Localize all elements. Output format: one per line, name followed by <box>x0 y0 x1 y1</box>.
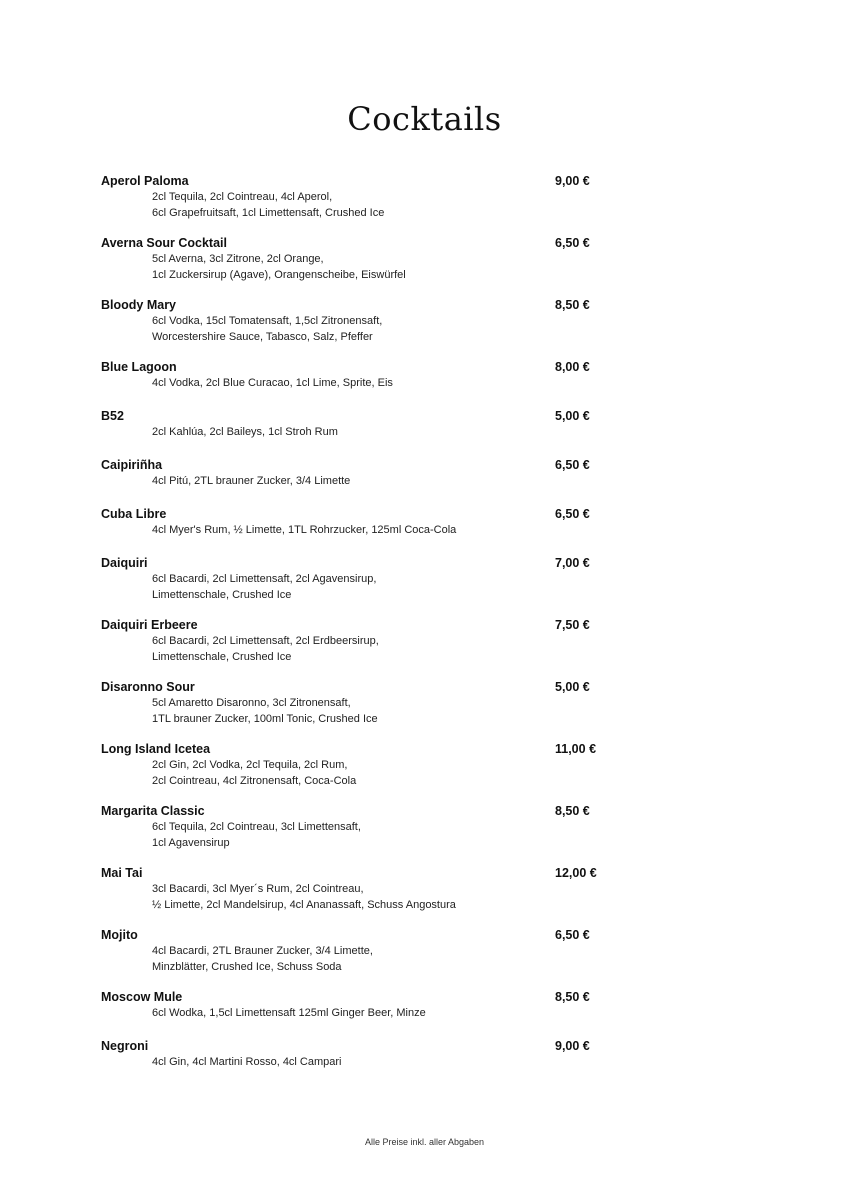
item-price: 11,00 € <box>555 742 597 756</box>
menu-item <box>101 927 621 989</box>
item-price: 5,00 € <box>555 409 590 423</box>
item-price: 8,50 € <box>555 804 590 818</box>
menu-item <box>101 173 621 235</box>
menu-item <box>101 359 621 408</box>
item-price: 6,50 € <box>555 928 590 942</box>
item-name: Daiquiri Erbeere <box>101 618 198 632</box>
item-ingredients <box>152 757 621 789</box>
item-price: 7,50 € <box>555 618 590 632</box>
ingredient-line: 2cl Cointreau, 4cl Zitronensaft, Coca-Cola <box>152 775 357 787</box>
item-price: 12,00 € <box>555 866 597 880</box>
ingredient-line: 4cl Vodka, 2cl Blue Curacao, 1cl Lime, Sprite, Eis <box>152 377 393 389</box>
item-ingredients <box>152 943 621 975</box>
item-name: Blue Lagoon <box>101 360 177 374</box>
item-ingredients <box>152 1054 621 1070</box>
item-name: Moscow Mule <box>101 990 183 1004</box>
item-name: Mai Tai <box>101 866 143 880</box>
menu-item <box>101 741 621 803</box>
item-name: Long Island Icetea <box>101 742 211 756</box>
item-name: Averna Sour Cocktail <box>101 236 227 250</box>
item-name: Negroni <box>101 1039 149 1053</box>
item-ingredients <box>152 189 621 221</box>
menu-item <box>101 989 621 1038</box>
item-ingredients <box>152 424 621 440</box>
menu-item <box>101 297 621 359</box>
item-ingredients <box>152 695 621 727</box>
item-ingredients <box>152 251 621 283</box>
item-ingredients <box>152 819 621 851</box>
item-price: 5,00 € <box>555 680 590 694</box>
item-name: Aperol Paloma <box>101 174 189 188</box>
price-footnote: Alle Preise inkl. aller Abgaben <box>364 1137 485 1147</box>
ingredient-line: 4cl Myer's Rum, ½ Limette, 1TL Rohrzucker, 125ml Coca-Cola <box>152 524 457 536</box>
item-ingredients <box>152 313 621 345</box>
item-ingredients <box>152 375 621 391</box>
menu-item <box>101 408 621 457</box>
ingredient-line: 6cl Bacardi, 2cl Limettensaft, 2cl Erdbeersirup, <box>152 635 379 647</box>
menu-item <box>101 506 621 555</box>
ingredient-line: 2cl Gin, 2cl Vodka, 2cl Tequila, 2cl Rum, <box>152 759 348 771</box>
ingredient-line: Limettenschale, Crushed Ice <box>152 651 292 663</box>
menu-item <box>101 865 621 927</box>
item-ingredients <box>152 522 621 538</box>
menu-item <box>101 1038 621 1087</box>
item-price: 8,50 € <box>555 298 590 312</box>
ingredient-line: Limettenschale, Crushed Ice <box>152 589 292 601</box>
item-ingredients <box>152 571 621 603</box>
item-price: 9,00 € <box>555 1039 590 1053</box>
ingredient-line: 6cl Bacardi, 2cl Limettensaft, 2cl Agavensirup, <box>152 573 377 585</box>
ingredient-line: 6cl Grapefruitsaft, 1cl Limettensaft, Crushed Ice <box>152 207 385 219</box>
item-name: Mojito <box>101 928 138 942</box>
item-ingredients <box>152 633 621 665</box>
item-name: Cuba Libre <box>101 507 167 521</box>
menu-item <box>101 555 621 617</box>
item-price: 9,00 € <box>555 174 590 188</box>
ingredient-line: 4cl Pitú, 2TL brauner Zucker, 3/4 Limette <box>152 475 351 487</box>
ingredient-line: 5cl Amaretto Disaronno, 3cl Zitronensaft, <box>152 697 351 709</box>
menu-item <box>101 617 621 679</box>
page-title: Cocktails <box>347 100 502 138</box>
item-name: Bloody Mary <box>101 298 177 312</box>
item-name: Daiquiri <box>101 556 148 570</box>
menu-item <box>101 457 621 506</box>
item-ingredients <box>152 473 621 489</box>
item-price: 6,50 € <box>555 507 590 521</box>
ingredient-line: Worcestershire Sauce, Tabasco, Salz, Pfeffer <box>152 331 373 343</box>
item-price: 8,50 € <box>555 990 590 1004</box>
menu-item <box>101 679 621 741</box>
ingredient-line: 1TL brauner Zucker, 100ml Tonic, Crushed Ice <box>152 713 378 725</box>
ingredient-line: 3cl Bacardi, 3cl Myer´s Rum, 2cl Cointreau, <box>152 883 364 895</box>
item-ingredients <box>152 881 621 913</box>
ingredient-line: 1cl Agavensirup <box>152 837 230 849</box>
item-price: 7,00 € <box>555 556 590 570</box>
ingredient-line: 4cl Bacardi, 2TL Brauner Zucker, 3/4 Limette, <box>152 945 373 957</box>
item-ingredients <box>152 1005 621 1021</box>
item-name: Caipiriñha <box>101 458 163 472</box>
ingredient-line: 6cl Wodka, 1,5cl Limettensaft 125ml Ginger Beer, Minze <box>152 1007 426 1019</box>
item-name: Disaronno Sour <box>101 680 195 694</box>
item-price: 6,50 € <box>555 458 590 472</box>
ingredient-line: 6cl Tequila, 2cl Cointreau, 3cl Limettensaft, <box>152 821 361 833</box>
ingredient-line: 1cl Zuckersirup (Agave), Orangenscheibe, Eiswürfel <box>152 269 406 281</box>
ingredient-line: 2cl Kahlúa, 2cl Baileys, 1cl Stroh Rum <box>152 426 338 438</box>
item-name: Margarita Classic <box>101 804 205 818</box>
cocktail-list <box>101 173 621 1087</box>
menu-item <box>101 235 621 297</box>
item-name: B52 <box>101 409 124 423</box>
ingredient-line: ½ Limette, 2cl Mandelsirup, 4cl Ananassaft, Schuss Angostura <box>152 899 456 911</box>
ingredient-line: Minzblätter, Crushed Ice, Schuss Soda <box>152 961 342 973</box>
item-price: 8,00 € <box>555 360 590 374</box>
ingredient-line: 6cl Vodka, 15cl Tomatensaft, 1,5cl Zitronensaft, <box>152 315 383 327</box>
ingredient-line: 5cl Averna, 3cl Zitrone, 2cl Orange, <box>152 253 324 265</box>
ingredient-line: 2cl Tequila, 2cl Cointreau, 4cl Aperol, <box>152 191 333 203</box>
menu-item <box>101 803 621 865</box>
ingredient-line: 4cl Gin, 4cl Martini Rosso, 4cl Campari <box>152 1056 342 1068</box>
item-price: 6,50 € <box>555 236 590 250</box>
